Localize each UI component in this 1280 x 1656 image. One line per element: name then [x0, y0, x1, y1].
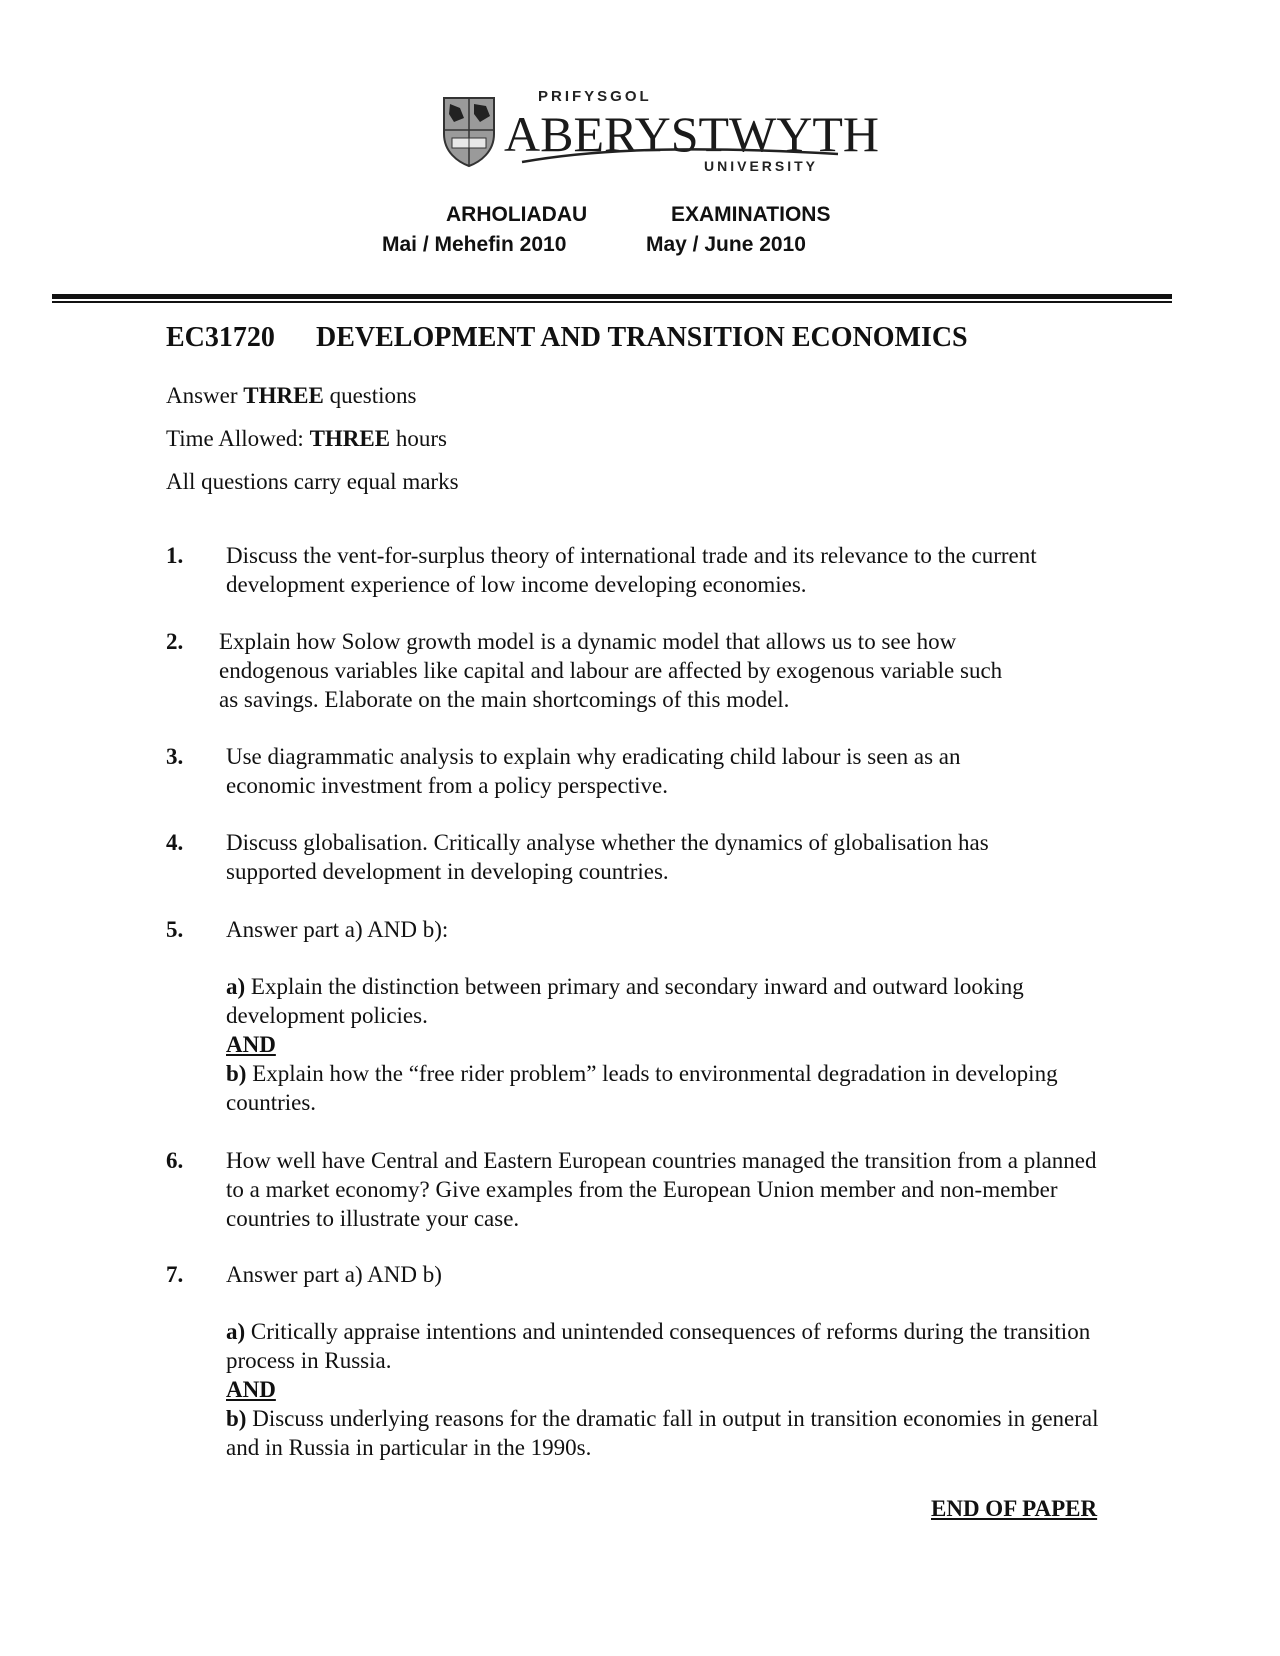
header-divider-thin	[52, 301, 1172, 303]
course-name: DEVELOPMENT AND TRANSITION ECONOMICS	[316, 322, 968, 353]
question-text: Answer part a) AND b):	[226, 917, 449, 942]
university-logo	[440, 88, 879, 178]
question-text: How well have Central and Eastern European countries managed the transition from a planned to a market economy? Give examples from the European Union member and non-member countries to illustrate your case.	[226, 1148, 1097, 1231]
course-code: EC31720	[166, 322, 275, 353]
end-of-paper: END OF PAPER	[931, 1496, 1098, 1521]
question-text: Discuss the vent-for-surplus theory of international trade and its relevance to the current development experience of low income developing economies.	[226, 543, 1037, 597]
question-number: 6.	[166, 1148, 184, 1173]
logo-prifysgol: PRIFYSGOL	[538, 88, 652, 105]
question-part-a: a) Explain the distinction between primary and secondary inward and outward looking development policies.	[226, 974, 1024, 1028]
question-text: Answer part a) AND b)	[226, 1262, 442, 1287]
english-date: May / June 2010	[646, 233, 806, 256]
crest-icon	[440, 94, 498, 168]
question-number: 4.	[166, 830, 184, 855]
question-text: Discuss globalisation. Critically analyse whether the dynamics of globalisation has supported development in developing countries.	[226, 830, 989, 884]
english-title: EXAMINATIONS	[671, 203, 831, 226]
logo-university: UNIVERSITY	[704, 158, 819, 174]
header-divider	[52, 294, 1172, 299]
logo-name: ABERYSTWYTH	[504, 106, 879, 162]
and-connector: AND	[226, 1032, 276, 1057]
question-text: Use diagrammatic analysis to explain why eradicating child labour is seen as an economic investment from a policy perspective.	[226, 744, 961, 798]
question-part-b: b) Discuss underlying reasons for the dramatic fall in output in transition economies in general and in Russia in particular in the 1990s.	[226, 1406, 1099, 1460]
question-body	[226, 1260, 1126, 1462]
question-number: 2.	[166, 629, 184, 654]
instruction-marks: All questions carry equal marks	[166, 469, 459, 494]
question-text: Explain how Solow growth model is a dynamic model that allows us to see how endogenous variables like capital and labour are affected by exogenous variable such as savings. Elaborate on the main shortcomings of this model.	[219, 629, 1003, 712]
question-body	[226, 915, 1126, 1117]
question-number: 5.	[166, 917, 184, 942]
question-part-b: b) Explain how the “free rider problem” leads to environmental degradation in developing countries.	[226, 1061, 1058, 1115]
welsh-title: ARHOLIADAU	[446, 203, 588, 226]
question-number: 1.	[166, 543, 184, 568]
and-connector: AND	[226, 1377, 276, 1402]
instruction-answer: Answer THREE questions	[166, 383, 417, 408]
question-number: 3.	[166, 744, 184, 769]
instruction-time: Time Allowed: THREE hours	[166, 426, 447, 451]
question-number: 7.	[166, 1262, 184, 1287]
question-part-a: a) Critically appraise intentions and unintended consequences of reforms during the transition process in Russia.	[226, 1319, 1091, 1373]
welsh-date: Mai / Mehefin 2010	[382, 233, 567, 256]
course-title	[166, 322, 968, 354]
